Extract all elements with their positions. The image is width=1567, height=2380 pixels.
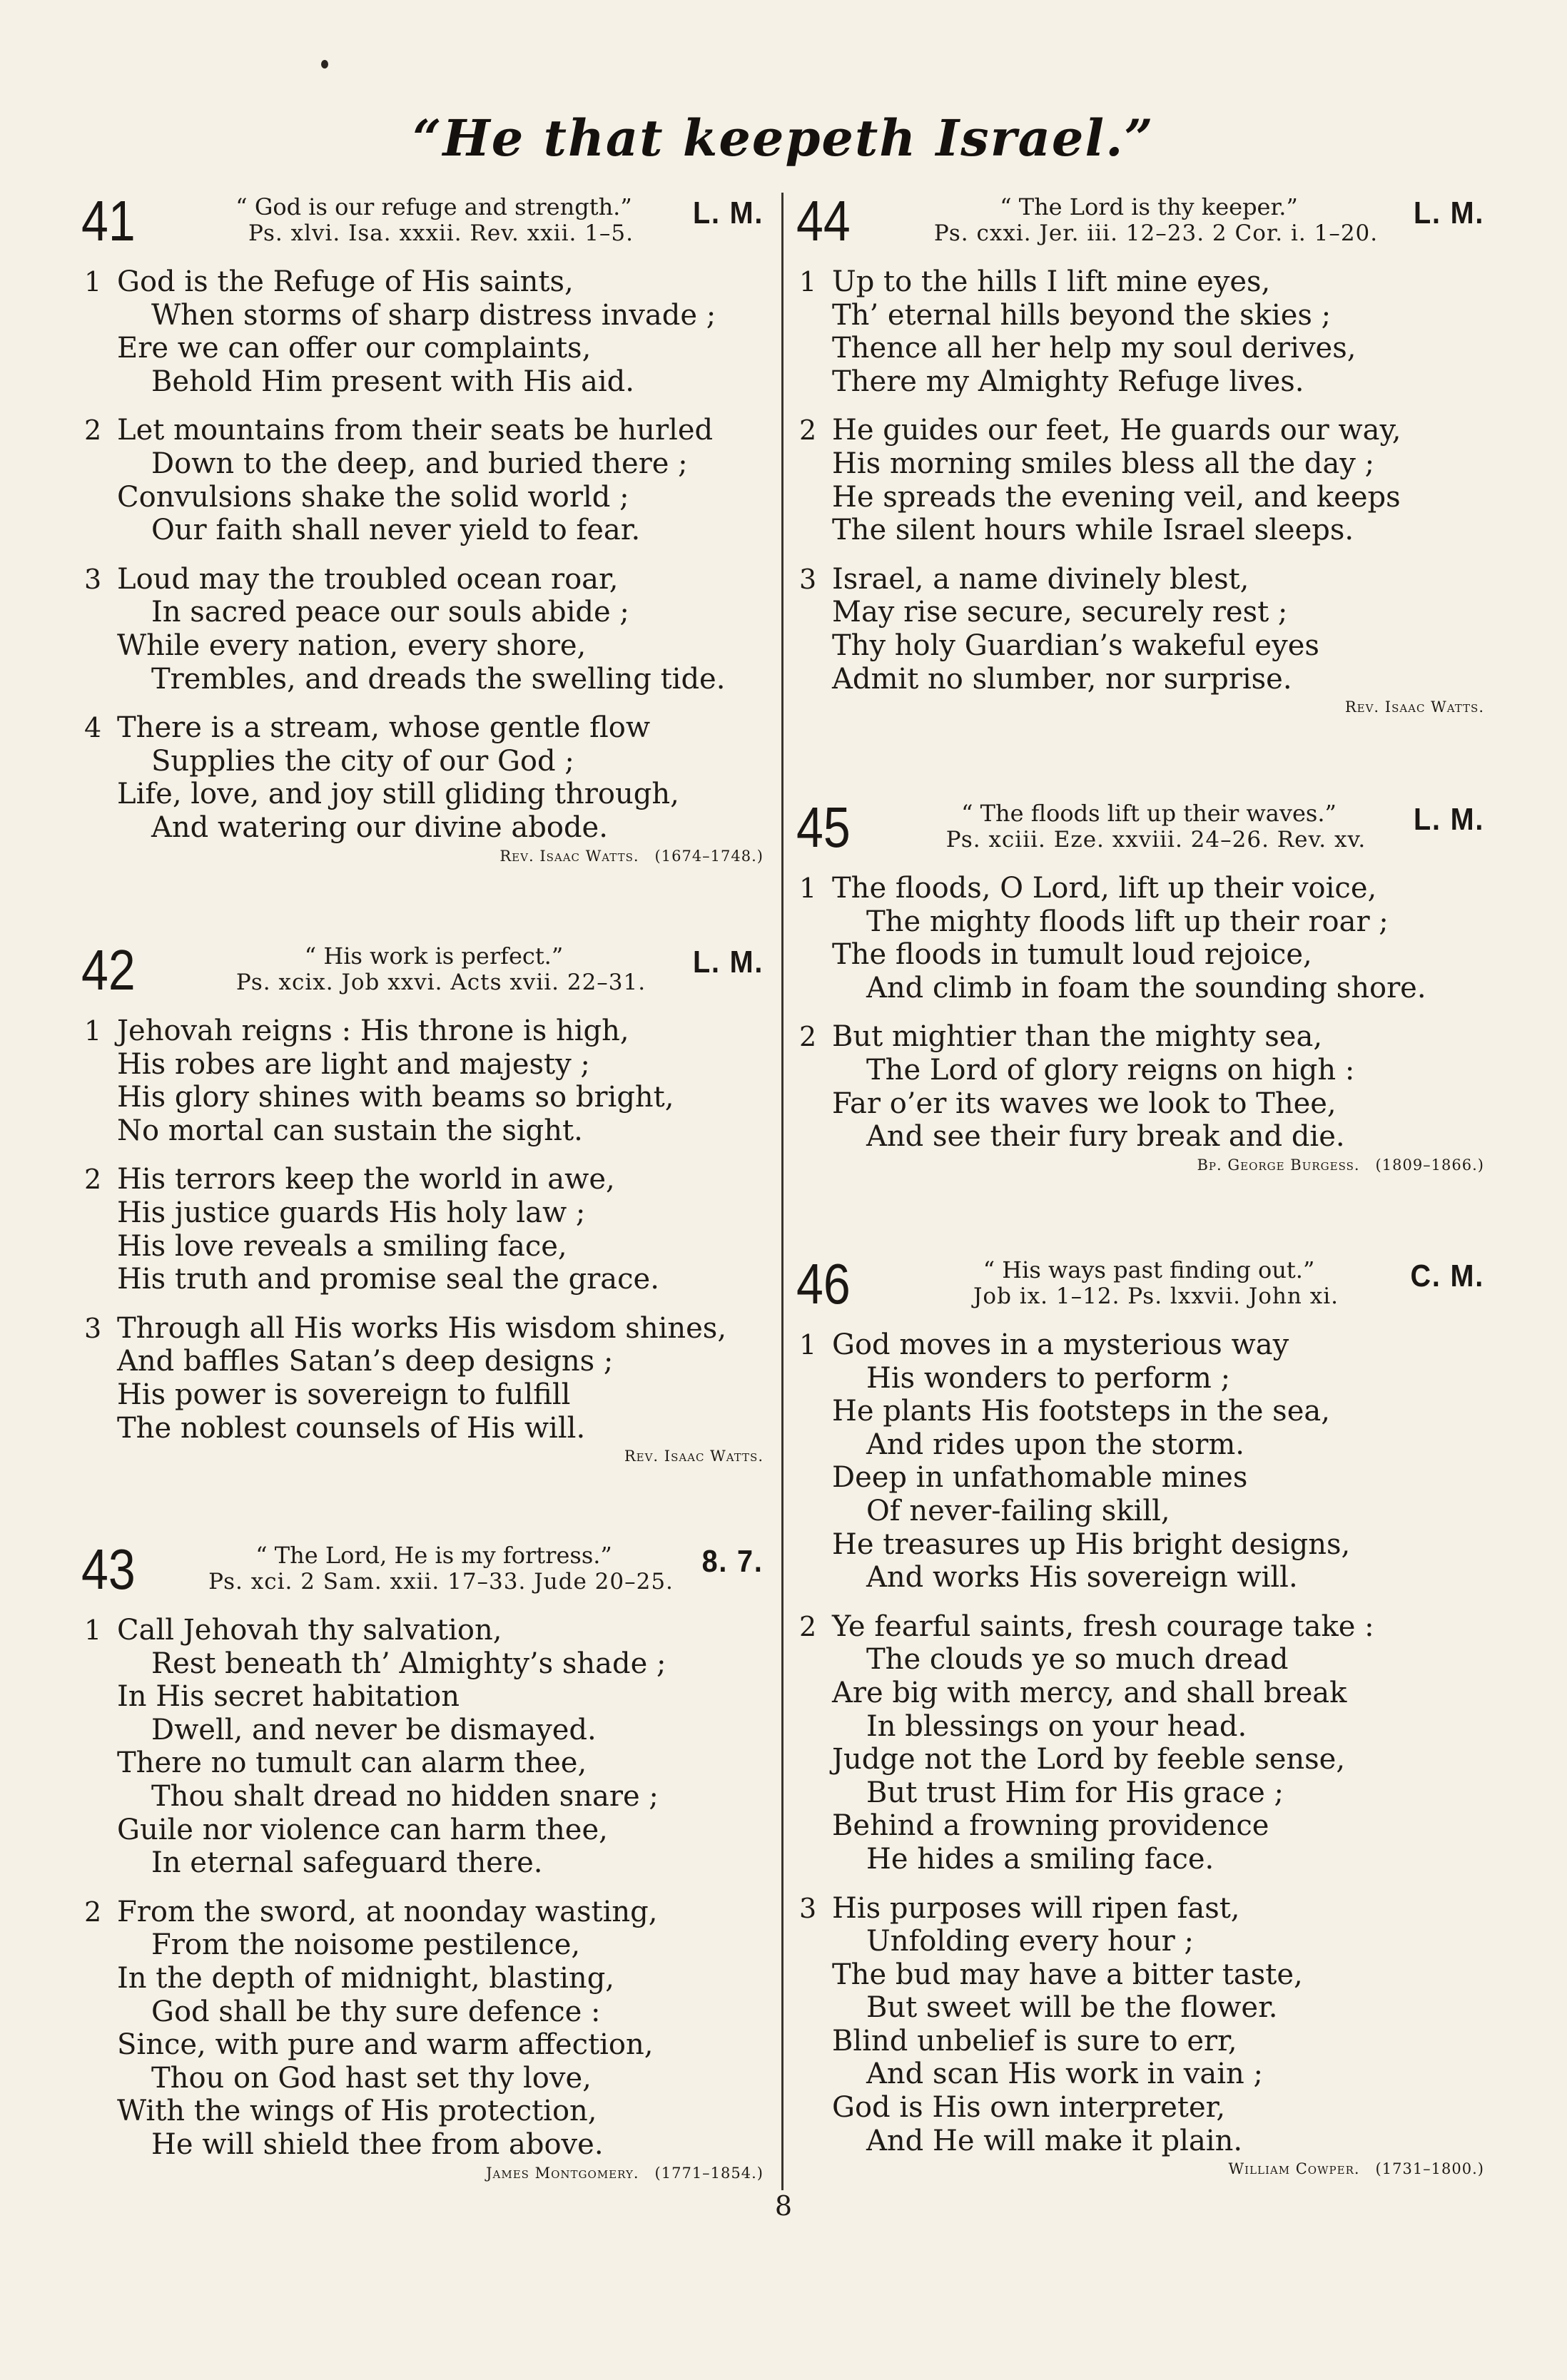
hymn-meter: L. M. — [1413, 195, 1484, 230]
verse-line: Dwell, and never be dismayed. — [151, 1713, 597, 1746]
stanza — [77, 1312, 771, 1445]
author-name: William Cowper. — [1228, 2160, 1360, 2178]
stanza — [77, 265, 771, 398]
author-attribution — [792, 2160, 1491, 2177]
hymn-header — [77, 189, 771, 253]
verse-line: In His secret habitation — [117, 1680, 460, 1714]
verse-line: And see their fury break and die. — [866, 1120, 1345, 1154]
stanza-number: 1 — [84, 1015, 102, 1047]
section-title: “He that keepeth Israel.” — [412, 108, 1155, 168]
hymn-meter: L. M. — [692, 945, 764, 980]
verse-line: From the noisome pestilence, — [151, 1928, 581, 1962]
stanza-number: 2 — [799, 1610, 817, 1642]
author-name: Rev. Isaac Watts. — [499, 847, 639, 865]
verse-line: The clouds ye so much dread — [866, 1643, 1289, 1677]
hymn-meter: C. M. — [1410, 1258, 1484, 1293]
verse-line: Down to the deep, and buried there ; — [151, 447, 688, 480]
verse-line: God moves in a mysterious way — [832, 1328, 1289, 1361]
verse-line: Admit no slumber, nor surprise. — [832, 662, 1292, 696]
verse-line: Loud may the troubled ocean roar, — [117, 562, 619, 596]
verse-line: With the wings of His protection, — [117, 2095, 597, 2128]
verse-line: He will shield thee from above. — [151, 2127, 604, 2161]
verse-line: His power is sovereign to fulfill — [117, 1378, 571, 1411]
author-name: James Montgomery. — [486, 2164, 639, 2182]
author-attribution — [792, 698, 1491, 716]
verse-line: Unfolding every hour ; — [866, 1925, 1194, 1958]
stanza — [77, 1163, 771, 1296]
author-dates: (1674–1748.) — [654, 847, 764, 865]
column-divider — [781, 193, 784, 2190]
verse-line: And climb in foam the sounding shore. — [866, 971, 1426, 1005]
verse-line: Let mountains from their seats be hurled — [117, 414, 714, 447]
verse-line: The floods, O Lord, lift up their voice, — [832, 872, 1377, 905]
stanza — [792, 1610, 1491, 1876]
hymn-header — [77, 938, 771, 1002]
hymn-number: 41 — [81, 189, 136, 253]
author-attribution — [792, 1156, 1491, 1174]
hymn-header — [77, 1537, 771, 1601]
hymn-44 — [792, 189, 1491, 716]
author-dates: (1771–1854.) — [654, 2164, 764, 2182]
verse-line: Thence all her help my soul derives, — [832, 332, 1356, 365]
verse-line: His justice guards His holy law ; — [117, 1196, 586, 1229]
hymn-header — [792, 1252, 1491, 1316]
verse-line: From the sword, at noonday wasting, — [117, 1895, 658, 1928]
verse-line: Thou on God hast set thy love, — [151, 2061, 592, 2095]
verse-line: Israel, a name divinely blest, — [832, 562, 1249, 596]
author-dates: (1731–1800.) — [1375, 2160, 1484, 2178]
verse-line: And watering our divine abode. — [151, 810, 608, 844]
scripture-references: Ps. xlvi. Isa. xxxii. Rev. xxii. 1–5. — [248, 220, 634, 246]
verse-line: And He will make it plain. — [866, 2124, 1243, 2157]
verse-line: God is His own interpreter, — [832, 2091, 1226, 2125]
verse-line: Judge not the Lord by feeble sense, — [832, 1743, 1346, 1776]
stanza-number: 3 — [799, 1892, 817, 1924]
stanza — [792, 1020, 1491, 1153]
verse-line: God shall be thy sure defence : — [151, 1995, 601, 2028]
stanza-number: 2 — [84, 415, 102, 447]
verse-line: In sacred peace our souls abide ; — [151, 596, 629, 629]
stanza-number: 2 — [799, 1021, 817, 1053]
verse-line: Jehovah reigns : His throne is high, — [117, 1014, 629, 1047]
stanza-number: 2 — [84, 1164, 102, 1196]
verse-line: May rise secure, securely rest ; — [832, 596, 1288, 629]
verse-line: Of never-failing skill, — [866, 1494, 1170, 1527]
page-number: 8 — [774, 2190, 793, 2222]
verse-line: Trembles, and dreads the swelling tide. — [151, 662, 726, 696]
scripture-references: Ps. xciii. Eze. xxviii. 24–26. Rev. xv. — [945, 827, 1366, 853]
hymn-theme-text: “ The floods lift up their waves.” — [961, 800, 1337, 827]
verse-line: Guile nor violence can harm thee, — [117, 1813, 608, 1846]
verse-line: He guides our feet, He guards our way, — [832, 414, 1401, 447]
stanza-number: 2 — [84, 1896, 102, 1928]
verse-line: But trust Him for His grace ; — [866, 1776, 1284, 1809]
verse-line: In blessings on your head. — [866, 1709, 1247, 1743]
stanza-number: 1 — [799, 266, 817, 298]
verse-line: No mortal can sustain the sight. — [117, 1114, 583, 1147]
verse-line: When storms of sharp distress invade ; — [151, 298, 716, 332]
stanza — [77, 414, 771, 546]
hymn-number: 42 — [81, 938, 136, 1002]
author-name: Rev. Isaac Watts. — [1344, 698, 1484, 716]
verse-line: Convulsions shake the solid world ; — [117, 480, 629, 514]
verse-line: Ere we can offer our complaints, — [117, 332, 592, 365]
verse-line: Life, love, and joy still gliding through, — [117, 778, 679, 811]
stanza — [77, 1896, 771, 2162]
stanza-number: 4 — [84, 712, 102, 744]
stanza-number: 1 — [84, 1614, 102, 1646]
verse-line: He hides a smiling face. — [866, 1842, 1214, 1876]
stanza-number: 2 — [799, 415, 817, 447]
stanza-number: 1 — [84, 266, 102, 298]
verse-line: The bud may have a bitter taste, — [832, 1958, 1303, 1991]
author-name: Bp. George Burgess. — [1197, 1156, 1360, 1174]
verse-line: In eternal safeguard there. — [151, 1846, 543, 1880]
verse-line: And works His sovereign will. — [866, 1561, 1298, 1595]
hymn-theme-text: “ The Lord, He is my fortress.” — [255, 1542, 612, 1569]
verse-line: Since, with pure and warm affection, — [117, 2028, 654, 2062]
verse-line: The Lord of glory reigns on high : — [866, 1053, 1355, 1087]
verse-line: The silent hours while Israel sleeps. — [832, 514, 1354, 547]
verse-line: Far o’er its waves we look to Thee, — [832, 1087, 1337, 1120]
stanza-number: 1 — [799, 873, 817, 904]
verse-line: While every nation, every shore, — [117, 629, 587, 662]
scripture-references: Ps. xcix. Job xxvi. Acts xvii. 22–31. — [235, 970, 646, 995]
verse-line: There my Almighty Refuge lives. — [832, 365, 1304, 398]
stanza — [77, 1614, 771, 1880]
stanza-number: 3 — [84, 563, 102, 595]
author-dates: (1809–1866.) — [1375, 1156, 1484, 1174]
verse-line: Call Jehovah thy salvation, — [117, 1614, 502, 1647]
verse-line: He spreads the evening veil, and keeps — [832, 480, 1401, 514]
verse-line: Our faith shall never yield to fear. — [151, 514, 641, 547]
verse-line: Behind a frowning providence — [832, 1809, 1269, 1843]
verse-line: Up to the hills I lift mine eyes, — [832, 265, 1271, 298]
verse-line: God is the Refuge of His saints, — [117, 265, 574, 298]
stanza — [792, 872, 1491, 1005]
hymn-theme-text: “ His ways past finding out.” — [983, 1256, 1315, 1283]
stanza-number: 3 — [799, 563, 817, 595]
verse-line: Blind unbelief is sure to err, — [832, 2024, 1237, 2058]
verse-line: The mighty floods lift up their roar ; — [866, 905, 1389, 938]
verse-line: Are big with mercy, and shall break — [832, 1676, 1347, 1709]
stanza — [792, 265, 1491, 398]
verse-line: Thou shalt dread no hidden snare ; — [151, 1779, 659, 1813]
verse-line: And scan His work in vain ; — [866, 2058, 1263, 2091]
verse-line: In the depth of midnight, blasting, — [117, 1961, 615, 1995]
verse-line: Rest beneath th’ Almighty’s shade ; — [151, 1647, 666, 1680]
verse-line: His wonders to perform ; — [866, 1361, 1231, 1395]
hymn-number: 43 — [81, 1537, 136, 1601]
verse-line: There no tumult can alarm thee, — [117, 1746, 587, 1780]
hymn-number: 44 — [796, 189, 851, 253]
verse-line: Deep in unfathomable mines — [832, 1461, 1248, 1495]
verse-line: His morning smiles bless all the day ; — [832, 447, 1375, 480]
verse-line: The noblest counsels of His will. — [117, 1411, 586, 1445]
ornament-dot — [321, 60, 328, 68]
verse-line: The floods in tumult loud rejoice, — [832, 938, 1312, 972]
verse-line: His terrors keep the world in awe, — [117, 1163, 615, 1196]
author-attribution — [77, 2165, 771, 2182]
verse-line: And rides upon the storm. — [866, 1428, 1244, 1461]
stanza — [77, 711, 771, 844]
stanza — [77, 563, 771, 696]
hymn-meter: L. M. — [1413, 802, 1484, 837]
verse-line: His glory shines with beams so bright, — [117, 1081, 674, 1114]
author-attribution — [77, 848, 771, 865]
verse-line: But mightier than the mighty sea, — [832, 1020, 1323, 1054]
verse-line: There is a stream, whose gentle flow — [117, 711, 651, 745]
verse-line: Behold Him present with His aid. — [151, 365, 634, 398]
stanza — [77, 1014, 771, 1147]
stanza — [792, 1328, 1491, 1595]
verse-line: Through all His works His wisdom shines, — [117, 1311, 727, 1345]
stanza-number: 1 — [799, 1329, 817, 1361]
verse-line: His purposes will ripen fast, — [832, 1891, 1240, 1925]
verse-line: And baffles Satan’s deep designs ; — [117, 1345, 614, 1378]
hymn-number: 45 — [796, 795, 851, 859]
hymn-42 — [77, 938, 771, 1465]
verse-line: His robes are light and majesty ; — [117, 1047, 590, 1081]
verse-line: Supplies the city of our God ; — [151, 744, 574, 778]
scripture-references: Job ix. 1–12. Ps. lxxvii. John xi. — [973, 1283, 1339, 1309]
hymn-meter: L. M. — [692, 195, 764, 230]
hymn-header — [792, 189, 1491, 253]
verse-line: He plants His footsteps in the sea, — [832, 1395, 1330, 1428]
scripture-references: Ps. cxxi. Jer. iii. 12–23. 2 Cor. i. 1–20. — [933, 220, 1379, 246]
hymn-theme-text: “ His work is perfect.” — [304, 942, 564, 970]
verse-line: Th’ eternal hills beyond the skies ; — [832, 298, 1332, 332]
verse-line: He treasures up His bright designs, — [832, 1527, 1351, 1561]
verse-line: Thy holy Guardian’s wakeful eyes — [832, 629, 1319, 662]
hymn-meter: 8. 7. — [701, 1544, 764, 1579]
hymn-45 — [792, 795, 1491, 1174]
author-name: Rev. Isaac Watts. — [624, 1448, 764, 1465]
hymn-header — [792, 795, 1491, 859]
author-attribution — [77, 1448, 771, 1465]
stanza — [792, 414, 1491, 546]
hymn-theme-text: “ God is our refuge and strength.” — [235, 193, 632, 220]
verse-line: His love reveals a smiling face, — [117, 1229, 567, 1263]
verse-line: But sweet will be the flower. — [866, 1991, 1278, 2025]
hymn-theme-text: “ The Lord is thy keeper.” — [1000, 193, 1298, 220]
hymn-number: 46 — [796, 1252, 851, 1316]
verse-line: His truth and promise seal the grace. — [117, 1263, 659, 1296]
verse-line: Ye fearful saints, fresh courage take : — [832, 1609, 1374, 1643]
stanza — [792, 563, 1491, 696]
scripture-references: Ps. xci. 2 Sam. xxii. 17–33. Jude 20–25. — [208, 1569, 674, 1595]
stanza-number: 3 — [84, 1312, 102, 1344]
stanza — [792, 1892, 1491, 2158]
hymn-41 — [77, 189, 771, 865]
hymn-43 — [77, 1537, 771, 2182]
hymn-46 — [792, 1252, 1491, 2178]
